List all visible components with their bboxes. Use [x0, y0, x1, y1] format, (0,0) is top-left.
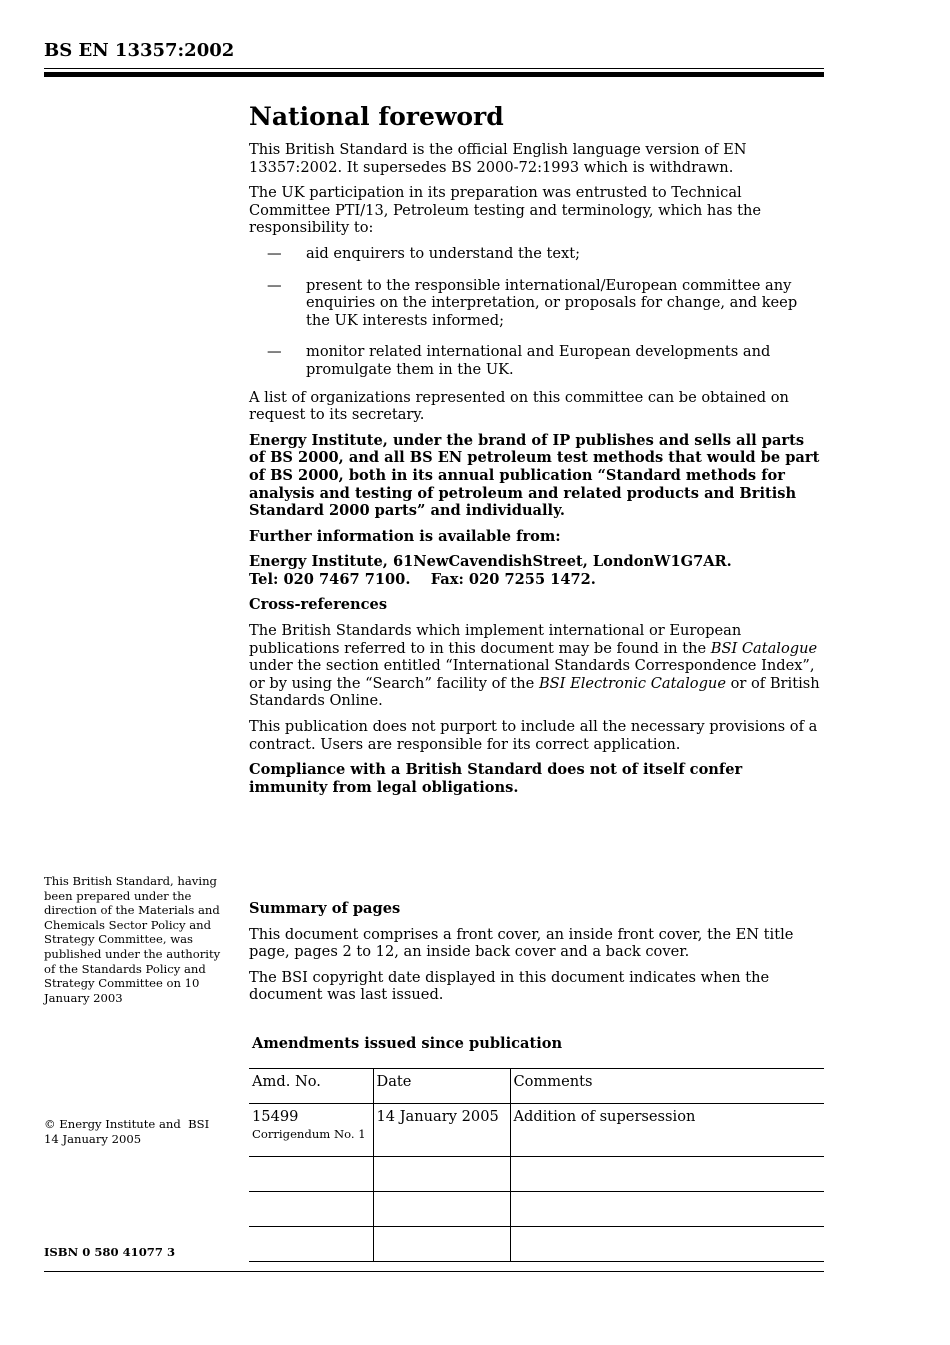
- bsi-electronic-catalogue-ref: BSI Electronic Catalogue: [538, 674, 726, 692]
- comments-cell: Addition of supersession: [510, 1104, 824, 1157]
- empty-cell: [373, 1192, 510, 1227]
- empty-cell: [510, 1192, 824, 1227]
- table-header-row: [249, 1069, 824, 1104]
- address-line-2: Tel: 020 7467 7100. Fax: 020 7255 1472.: [249, 570, 596, 588]
- date-cell: 14 January 2005: [373, 1104, 510, 1157]
- page-title: National foreword: [249, 102, 504, 131]
- foreword-paragraph-2: The UK participation in its preparation was entrusted to Technical Committee PTI/13, Petroleum testing and terminology, which has the responsibility to:: [249, 184, 762, 237]
- amendments-title: Amendments issued since publication: [252, 1035, 563, 1052]
- address-line-1: Energy Institute, 61NewCavendishStreet, LondonW1G7AR.: [249, 553, 732, 571]
- list-item-text: present to the responsible international/European committee any enquiries on the interpretation, or proposals for change, and keep the UK interests informed;: [306, 276, 798, 329]
- table-row: [249, 1157, 824, 1192]
- dash-bullet: —: [267, 276, 282, 294]
- summary-of-pages-section: [249, 900, 825, 1012]
- cross-references-heading: Cross-references: [249, 596, 388, 614]
- provisions-paragraph: This publication does not purport to include all the necessary provisions of a contract. Users are responsible for its correct application.: [249, 718, 818, 753]
- dash-bullet: —: [267, 244, 282, 262]
- foreword-paragraph-1: This British Standard is the official English language version of EN 13357:2002. It supersedes BS 2000-72:1993 which is withdrawn.: [249, 141, 747, 176]
- header-thin-rule: [44, 68, 824, 69]
- empty-cell: [373, 1227, 510, 1262]
- empty-cell: [249, 1192, 373, 1227]
- contact-address: [249, 553, 825, 588]
- isbn: ISBN 0 580 41077 3: [44, 1245, 176, 1259]
- list-item: [249, 245, 825, 263]
- list-item: [249, 277, 825, 330]
- crossref-text-b: under the section entitled “International Standards Correspondence Index”, or by using the “Search” facility of the: [249, 657, 815, 692]
- publication-authority-note: This British Standard, having been prepared under the direction of the Materials and Chemicals Sector Policy and Strategy Committee, was published under the authority of the Standards Policy and Strategy Committee on 10 January 2003: [44, 874, 221, 1005]
- header-thick-rule: [44, 72, 824, 77]
- list-item-text: aid enquirers to understand the text;: [306, 244, 581, 262]
- crossref-text-a: The British Standards which implement international or European publications referred to in this document may be found in the: [249, 622, 742, 657]
- compliance-statement: Compliance with a British Standard does not of itself confer immunity from legal obligations.: [249, 761, 743, 796]
- copyright-line-2: 14 January 2005: [44, 1131, 142, 1146]
- empty-cell: [373, 1157, 510, 1192]
- responsibility-list: [249, 245, 825, 379]
- crossref-text-c: or of British Standards Online.: [249, 674, 820, 710]
- table-row: [249, 1227, 824, 1262]
- header-comments: Comments: [510, 1069, 824, 1104]
- header-amd-no: Amd. No.: [249, 1069, 373, 1104]
- empty-cell: [249, 1157, 373, 1192]
- list-item: [249, 343, 825, 378]
- empty-cell: [510, 1157, 824, 1192]
- dash-bullet: —: [267, 343, 282, 361]
- national-foreword-section: [249, 102, 825, 804]
- bsi-catalogue-ref: BSI Catalogue: [710, 639, 818, 657]
- copyright-note: [44, 1117, 226, 1146]
- committee-list-paragraph: A list of organizations represented on this committee can be obtained on request to its secretary.: [249, 388, 789, 424]
- summary-heading: Summary of pages: [249, 900, 401, 917]
- copyright-line-1: © Energy Institute and BSI: [44, 1117, 210, 1131]
- empty-cell: [510, 1227, 824, 1262]
- list-item-text: monitor related international and European developments and promulgate them in the UK.: [306, 343, 771, 378]
- cross-references-paragraph: [249, 622, 825, 710]
- empty-cell: [249, 1227, 373, 1262]
- header-date: Date: [373, 1069, 510, 1104]
- footer-rule: [44, 1271, 824, 1272]
- document-id-header: BS EN 13357:2002: [44, 40, 235, 61]
- energy-institute-paragraph: Energy Institute, under the brand of IP publishes and sells all parts of BS 2000, and all BS EN petroleum test methods that would be part of BS 2000, both in its annual publication “Standard methods for analysis and testing of petroleum and related products and British Standard 2000 parts” and individually.: [249, 431, 820, 520]
- amd-number: 15499: [252, 1108, 299, 1125]
- amendments-table: [249, 1068, 824, 1262]
- amd-no-cell: [249, 1104, 373, 1157]
- summary-paragraph-2: The BSI copyright date displayed in this document indicates when the document was last issued.: [249, 968, 770, 1004]
- summary-paragraph-1: This document comprises a front cover, an inside front cover, the EN title page, pages 2 to 12, an inside back cover and a back cover.: [249, 925, 794, 961]
- further-info-label: Further information is available from:: [249, 527, 561, 545]
- table-row: [249, 1192, 824, 1227]
- corrigendum-label: Corrigendum No. 1: [252, 1127, 366, 1141]
- table-row: [249, 1104, 824, 1157]
